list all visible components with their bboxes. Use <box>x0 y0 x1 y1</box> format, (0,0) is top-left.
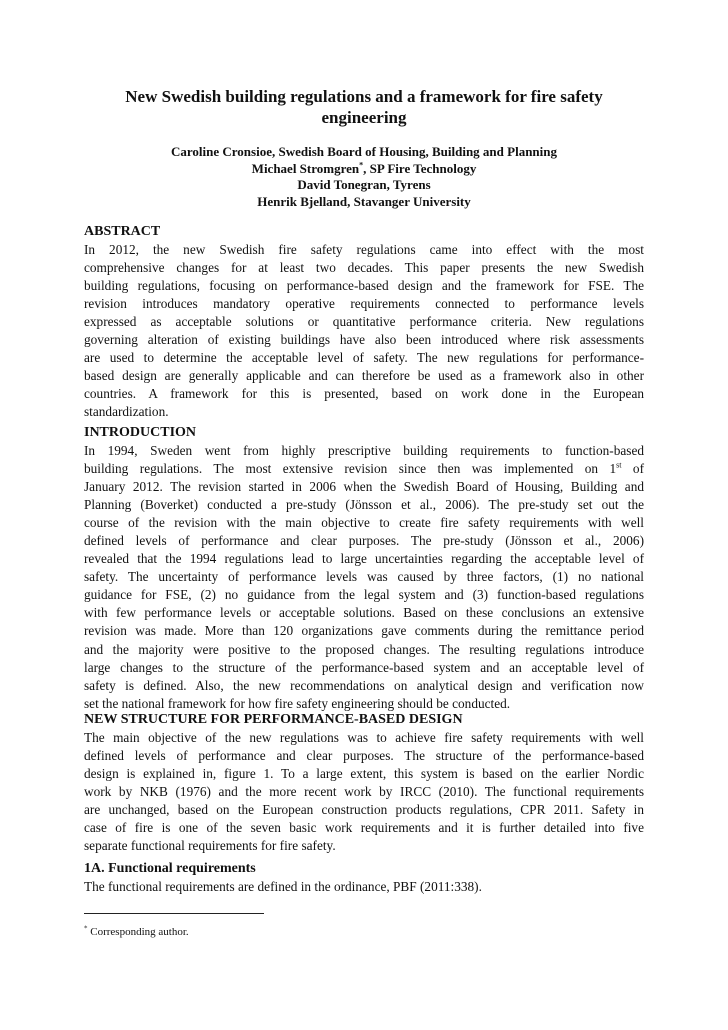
author-line: David Tonegran, Tyrens <box>297 177 431 192</box>
footnote <box>84 926 189 939</box>
text-line: standardization. <box>84 404 169 420</box>
text-line: building regulations, focusing on performance-based design and the framework for FSE. The <box>84 278 644 294</box>
introduction-section <box>84 424 644 713</box>
text-line: defined levels of performance and clear purposes. The structure of the performance-based <box>84 748 644 764</box>
text-line: guidance for FSE, (2) no guidance from the legal system and (3) function-based regulations <box>84 587 644 603</box>
text-segment: building regulations. The most extensive revision since then was implemented on 1 <box>84 461 617 477</box>
title-line-2: engineering <box>321 108 407 127</box>
abstract-section <box>84 223 644 421</box>
introduction-body <box>84 442 644 713</box>
paper-title <box>84 86 644 128</box>
text-line: expressed as acceptable solutions or quantitative performance criteria. New regulations <box>84 314 644 330</box>
text-line: with few performance levels or acceptable solutions. Based on these conclusions an extensive <box>84 605 644 621</box>
text-line: revision introduces mandatory operative requirements connected to performance levels <box>84 296 644 312</box>
text-line: defined levels of performance and clear purposes. The pre-study (Jönsson et al., 2006) <box>84 533 644 549</box>
text-line: safety is defined. Also, the new recommendations on analytical design and verification now <box>84 677 644 693</box>
author-line: Henrik Bjelland, Stavanger University <box>257 193 471 209</box>
text-line: work by NKB (1976) and the more recent work by IRCC (2010). The functional requirements <box>84 784 644 800</box>
section-heading: NEW STRUCTURE FOR PERFORMANCE-BASED DESIGN <box>84 712 463 727</box>
footnote-mark: * <box>84 924 88 933</box>
text-line: design is explained in, figure 1. To a large extent, this system is based on the earlier Nordic <box>84 766 644 782</box>
text-line: revealed that the 1994 regulations lead to large uncertainties regarding the acceptable level of <box>84 551 644 567</box>
text-line: safety. The uncertainty of performance levels was caused by three factors, (1) no national <box>84 569 644 585</box>
text-line: governing alteration of existing buildings have also been introduced where risk assessments <box>84 332 644 348</box>
functional-requirements-section <box>84 860 644 896</box>
new-structure-section <box>84 711 644 855</box>
text-line: The main objective of the new regulations was to achieve fire safety requirements with well <box>84 730 644 745</box>
text-line: The functional requirements are defined in the ordinance, PBF (2011:338). <box>84 879 482 894</box>
text-line: are unchanged, based on the European construction products regulations, CPR 2011. Safety in <box>84 802 644 818</box>
text-line: case of fire is one of the seven basic work requirements and it is further detailed into five <box>84 820 644 836</box>
text-line: January 2012. The revision started in 2006 when the Swedish Board of Housing, Building and <box>84 479 644 495</box>
text-line: based design are generally applicable and can therefore be used as a framework also in other <box>84 368 644 384</box>
text-line: Planning (Boverket) conducted a pre-study (Jönsson et al., 2006). The pre-study set out the <box>84 497 644 513</box>
ordinal-suffix: st <box>616 460 622 470</box>
subsection-heading: 1A. Functional requirements <box>84 861 256 876</box>
new-structure-body <box>84 729 644 855</box>
author-footnote-mark: * <box>359 160 364 170</box>
title-line-1: New Swedish building regulations and a framework for fire safety <box>125 87 603 106</box>
author-line: Caroline Cronsioe, Swedish Board of Housing, Building and Planning <box>170 144 557 159</box>
text-line: set the national framework for how fire safety engineering should be conducted. <box>84 695 511 711</box>
section-heading: INTRODUCTION <box>84 425 197 440</box>
author-list <box>84 144 644 210</box>
text-line: are used to determine the acceptable level of safety. The new regulations for performance- <box>84 350 644 366</box>
author-affiliation: , SP Fire Technology <box>363 160 477 176</box>
abstract-body <box>84 241 644 421</box>
author-line <box>84 161 644 178</box>
text-line: countries. A framework for this is presented, based on work done in the European <box>84 386 644 402</box>
text-line: revision was made. More than 120 organizations gave comments during the remittance period <box>84 623 644 639</box>
footnote-divider <box>84 913 264 914</box>
text-line: separate functional requirements for fire safety. <box>84 838 336 854</box>
text-line: and the majority were positive to the proposed changes. The resulting regulations introduce <box>84 641 644 657</box>
text-line: large changes to the structure of the performance-based system and an acceptable level of <box>84 659 644 675</box>
text-line: comprehensive changes for at least two decades. This paper presents the new Swedish <box>84 260 644 276</box>
text-line: In 2012, the new Swedish fire safety regulations came into effect with the most <box>84 242 644 257</box>
text-line <box>84 460 644 478</box>
text-line: course of the revision with the main objective to create fire safety requirements with well <box>84 515 644 531</box>
footnote-text: Corresponding author. <box>87 926 189 938</box>
author-name: Michael Stromgren <box>251 160 360 176</box>
text-segment: of <box>621 461 644 477</box>
text-line: In 1994, Sweden went from highly prescriptive building requirements to function-based <box>84 443 644 458</box>
section-heading: ABSTRACT <box>84 224 161 239</box>
